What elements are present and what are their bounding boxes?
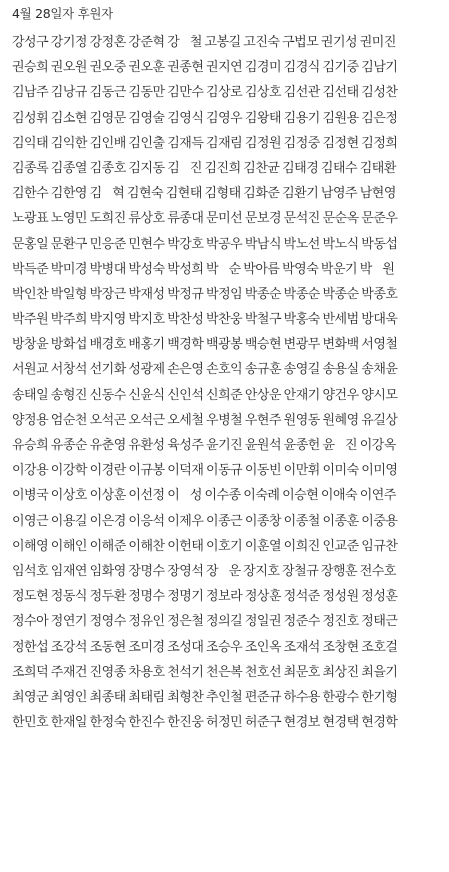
name-line: 조희덕 주재건 진영종 차용호 천석기 천은복 천호선 최문호 최상진 최을기 [12, 664, 398, 680]
name-line: 박인찬 박일형 박장근 박재성 박정규 박정임 박종순 박종순 박종순 박종호 [12, 286, 398, 302]
name-line: 정도현 정동식 정두환 정명수 정명기 정보라 정상훈 정석준 정성원 정성훈 [12, 589, 398, 605]
name-line: 유승희 유종순 유춘영 유환성 육성주 윤기진 윤원석 윤종헌 윤 진 이강옥 [12, 438, 396, 453]
name-line: 권승희 권오원 권오중 권오훈 권종현 권지연 김경미 김경식 김기중 김남기 [12, 60, 398, 76]
name-line: 김익태 김익한 김인배 김인출 김재득 김재림 김정원 김정중 김정현 김정희 [12, 135, 398, 151]
name-line: 정한섭 조강석 조동현 조미경 조성대 조승우 조인옥 조재석 조창현 조호걸 [12, 639, 398, 655]
name-line: 박주원 박주희 박지영 박지호 박찬성 박찬웅 박철구 박홍숙 반세범 방대욱 [12, 312, 398, 328]
name-line: 한민호 한재일 한정숙 한진수 한진웅 허정민 허준구 현경보 현경택 현경학 [12, 715, 398, 731]
name-line: 문홍일 문환구 민응준 민현수 박강호 박공우 박남식 박노선 박노식 박동섭 [12, 236, 398, 252]
name-line: 노광표 노영민 도희진 류상호 류종대 문미선 문보경 문석진 문순옥 문준우 [12, 211, 398, 227]
name-line: 이해영 이해인 이해준 이해찬 이헌태 이호기 이훈열 이희진 인교준 임규찬 [12, 538, 398, 554]
name-line: 송태일 송형진 신동수 신윤식 신인석 신희준 안상운 안재기 양건우 양시모 [12, 387, 398, 403]
name-line: 이영근 이용길 이은경 이응석 이제우 이종근 이종창 이종철 이종훈 이중용 [12, 513, 398, 529]
name-line: 이병국 이상호 이상훈 이선정 이 성 이수종 이숙례 이승현 이애숙 이연주 [12, 488, 396, 504]
name-line: 최영군 최영인 최종태 최태림 최형찬 추인철 편준규 하수용 한광수 한기형 [12, 689, 398, 705]
name-line: 김성휘 김소현 김영문 김영술 김영식 김영우 김왕태 김용기 김원용 김은정 [12, 110, 398, 126]
name-line: 서원교 서창석 선기화 성광제 손은영 손호익 송규훈 송영길 송용실 송채윤 [12, 362, 398, 378]
name-line: 이강용 이강학 이경란 이규봉 이덕재 이동규 이동빈 이만휘 이미숙 이미영 [12, 463, 398, 479]
name-line: 김한수 김한영 김 혁 김현숙 김현태 김형태 김화준 김환기 남영주 남현영 [12, 186, 396, 202]
name-line: 김남주 김낭규 김동근 김동만 김만수 김상로 김상호 김선관 김선태 김성찬 [12, 85, 398, 101]
name-line: 임석호 임재연 임화영 장명수 장영석 장 운 장지호 장철규 장행훈 전수호 [12, 563, 396, 579]
name-line: 강성구 강기정 강정혼 강준혁 강 철 고봉길 고진숙 구법모 권기성 권미진 [12, 35, 396, 50]
name-line: 정수아 정연기 정영수 정유인 정은철 정의길 정일권 정준수 정진호 정태근 [12, 614, 398, 630]
name-line: 양정용 엄순천 오석곤 오석근 오세철 우병철 우현주 원영동 원혜영 유길상 [12, 412, 398, 428]
name-line: 박득준 박미경 박병대 박성숙 박성희 박 순 박아름 박영숙 박운기 박 원 [12, 261, 395, 277]
name-line: 방창윤 방화섭 배경호 배홍기 백경학 백광봉 백승현 변광무 변화백 서영철 [12, 337, 398, 353]
sponsor-name-list [12, 30, 449, 735]
page-title: 4월 28일자 후원자 [12, 6, 113, 21]
name-line: 김종록 김종열 김종호 김지동 김 진 김진희 김찬균 김태경 김태수 김태환 [12, 160, 396, 176]
